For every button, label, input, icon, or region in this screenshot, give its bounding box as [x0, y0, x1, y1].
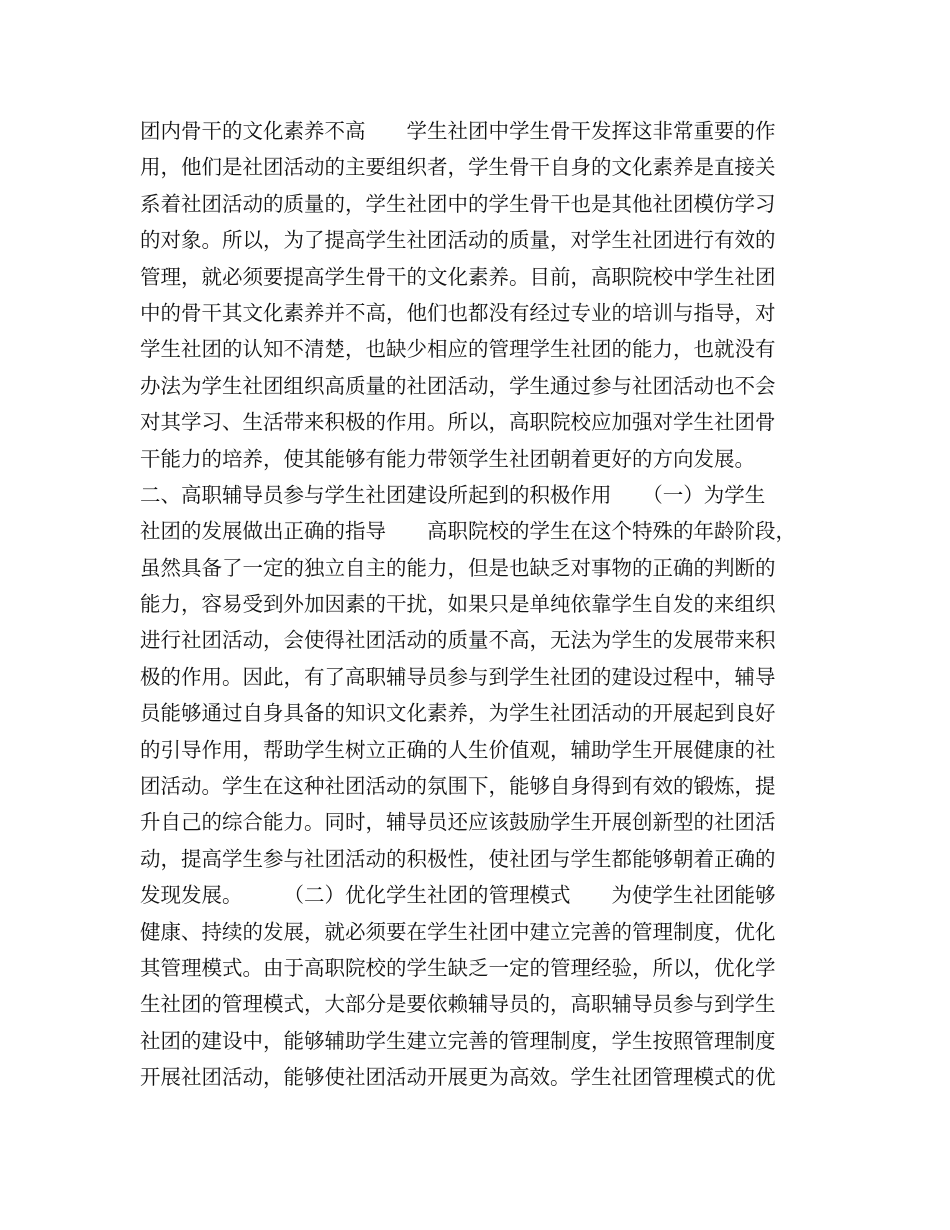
text-line: 其管理模式。由于高职院校的学生缺乏一定的管理经验，所以，优化学	[140, 955, 776, 980]
text-line: 的引导作用，帮助学生树立正确的人生价值观，辅助学生开展健康的社	[140, 737, 776, 762]
text-line: 生社团的管理模式，大部分是要依赖辅导员的，高职辅导员参与到学生	[140, 992, 776, 1017]
text-line: 开展社团活动，能够使社团活动开展更为高效。学生社团管理模式的优	[140, 1065, 776, 1090]
text-line: 极的作用。因此，有了高职辅导员参与到学生社团的建设过程中，辅导	[140, 664, 776, 689]
text-line: 动，提高学生参与社团活动的积极性，使社团与学生都能够朝着正确的	[140, 846, 776, 871]
text-line: 升自己的综合能力。同时，辅导员还应该鼓励学生开展创新型的社团活	[140, 810, 776, 835]
text-line: 团内骨干的文化素养不高 学生社团中学生骨干发挥这非常重要的作	[140, 119, 776, 143]
text-line: 干能力的培养，使其能够有能力带领学生社团朝着更好的方向发展。	[140, 446, 755, 471]
text-line: 对其学习、生活带来积极的作用。所以，高职院校应加强对学生社团骨	[140, 410, 776, 435]
text-line: 的对象。所以，为了提高学生社团活动的质量，对学生社团进行有效的	[140, 228, 776, 253]
text-line: 管理，就必须要提高学生骨干的文化素养。目前，高职院校中学生社团	[140, 264, 776, 289]
text-line: 中的骨干其文化素养并不高，他们也都没有经过专业的培训与指导，对	[140, 300, 776, 325]
body-text	[140, 113, 820, 1096]
text-line: 系着社团活动的质量的，学生社团中的学生骨干也是其他社团模仿学习	[140, 191, 776, 216]
text-line: 用，他们是社团活动的主要组织者，学生骨干自身的文化素养是直接关	[140, 155, 776, 180]
section-heading-line: 二、高职辅导员参与学生社团建设所起到的积极作用 （一）为学生	[140, 482, 766, 507]
text-line: 员能够通过自身具备的知识文化素养，为学生社团活动的开展起到良好	[140, 701, 776, 726]
text-line: 健康、持续的发展，就必须要在学生社团中建立完善的管理制度，优化	[140, 919, 776, 944]
text-line: 团活动。学生在这种社团活动的氛围下，能够自身得到有效的锻炼，提	[140, 774, 776, 799]
text-line: 社团的发展做出正确的指导 高职院校的学生在这个特殊的年龄阶段，	[140, 519, 796, 544]
text-line: 虽然具备了一定的独立自主的能力，但是也缺乏对事物的正确的判断的	[140, 555, 776, 580]
text-line: 社团的建设中，能够辅助学生建立完善的管理制度，学生按照管理制度	[140, 1028, 776, 1053]
text-line: 学生社团的认知不清楚，也缺少相应的管理学生社团的能力，也就没有	[140, 337, 776, 362]
text-line: 办法为学生社团组织高质量的社团活动，学生通过参与社团活动也不会	[140, 373, 776, 398]
text-line: 能力，容易受到外加因素的干扰，如果只是单纯依靠学生自发的来组织	[140, 592, 776, 617]
text-line: 进行社团活动，会使得社团活动的质量不高，无法为学生的发展带来积	[140, 628, 776, 653]
text-line: 发现发展。 （二）优化学生社团的管理模式 为使学生社团能够	[140, 883, 776, 908]
